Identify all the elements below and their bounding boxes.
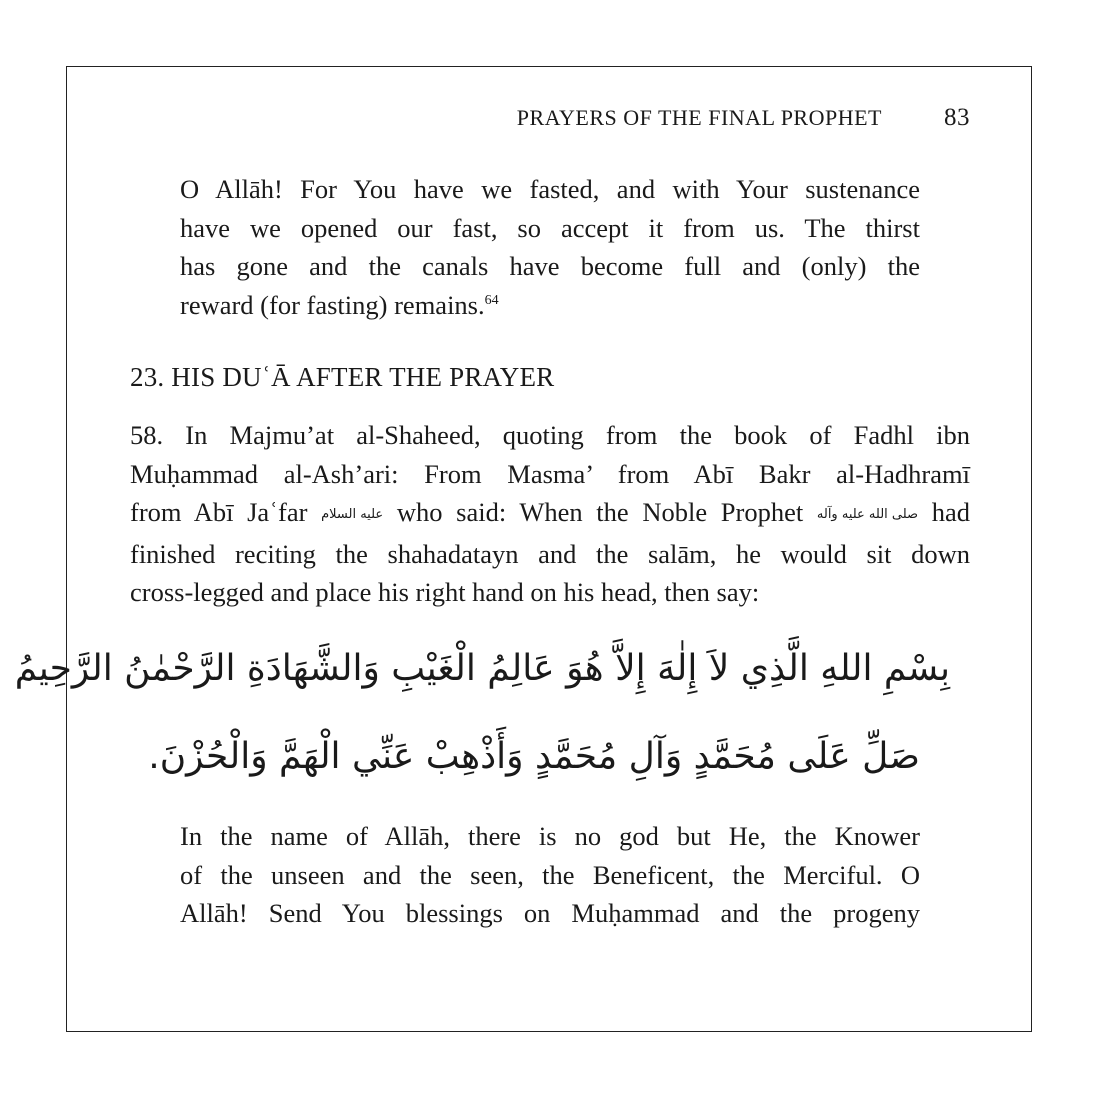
text-line: has gone and the canals have become full and (only) the <box>180 251 920 282</box>
text-line <box>130 493 970 534</box>
closing-translation <box>180 817 920 933</box>
text-fragment: who said: When the Noble Prophet <box>396 497 804 528</box>
text-line: Muḥammad al-Ash’ari: From Masma’ from Abī Bakr al-Hadhramī <box>130 458 970 489</box>
text-line: of the unseen and the seen, the Beneficent, the Merciful. O <box>180 859 920 890</box>
running-title: PRAYERS OF THE FINAL PROPHET <box>516 105 882 130</box>
text-line: have we opened our fast, so accept it from us. The thirst <box>180 212 920 243</box>
text-line: Allāh! Send You blessings on Muḥammad and the progeny <box>180 898 920 929</box>
text-line: cross-legged and place his right hand on his head, then say: <box>130 577 760 608</box>
text-line <box>180 286 920 325</box>
text-line: 58. In Majmu’at al-Shaheed, quoting from the book of Fadhl ibn <box>130 420 970 450</box>
footnote-reference: 64 <box>484 293 499 309</box>
honorific-calligraphy: عليه السلام <box>321 506 384 522</box>
text-line: finished reciting the shahadatayn and the salām, he would sit down <box>130 538 970 569</box>
running-header <box>130 104 970 132</box>
text-fragment: from Abī Jaʿfar <box>130 497 308 528</box>
text-line: O Allāh! For You have we fasted, and with Your sustenance <box>180 174 920 204</box>
honorific-calligraphy: صلى الله عليه وآله <box>816 506 919 522</box>
text-fragment: reward (for fasting) remains. <box>180 290 485 321</box>
page-number: 83 <box>944 104 970 131</box>
section-heading: 23. HIS DUʿĀ AFTER THE PRAYER <box>130 362 555 392</box>
intro-translation <box>180 170 920 325</box>
text-fragment: had <box>931 497 971 528</box>
text-line: In the name of Allāh, there is no god but He, the Knower <box>180 821 920 851</box>
arabic-supplication-line: صَلِّ عَلَى مُحَمَّدٍ وَآلِ مُحَمَّدٍ وَأَذْهِبْ عَنِّي الْهَمَّ وَالْحُزْنَ. <box>148 736 920 777</box>
narration-paragraph <box>130 416 970 612</box>
arabic-supplication-line: بِسْمِ اللهِ الَّذِي لاَ إِلٰهَ إِلاَّ هُوَ عَالِمُ الْغَيْبِ وَالشَّهَادَةِ الرَّحْمٰنُ الرَّحِيمُ <box>14 648 950 689</box>
